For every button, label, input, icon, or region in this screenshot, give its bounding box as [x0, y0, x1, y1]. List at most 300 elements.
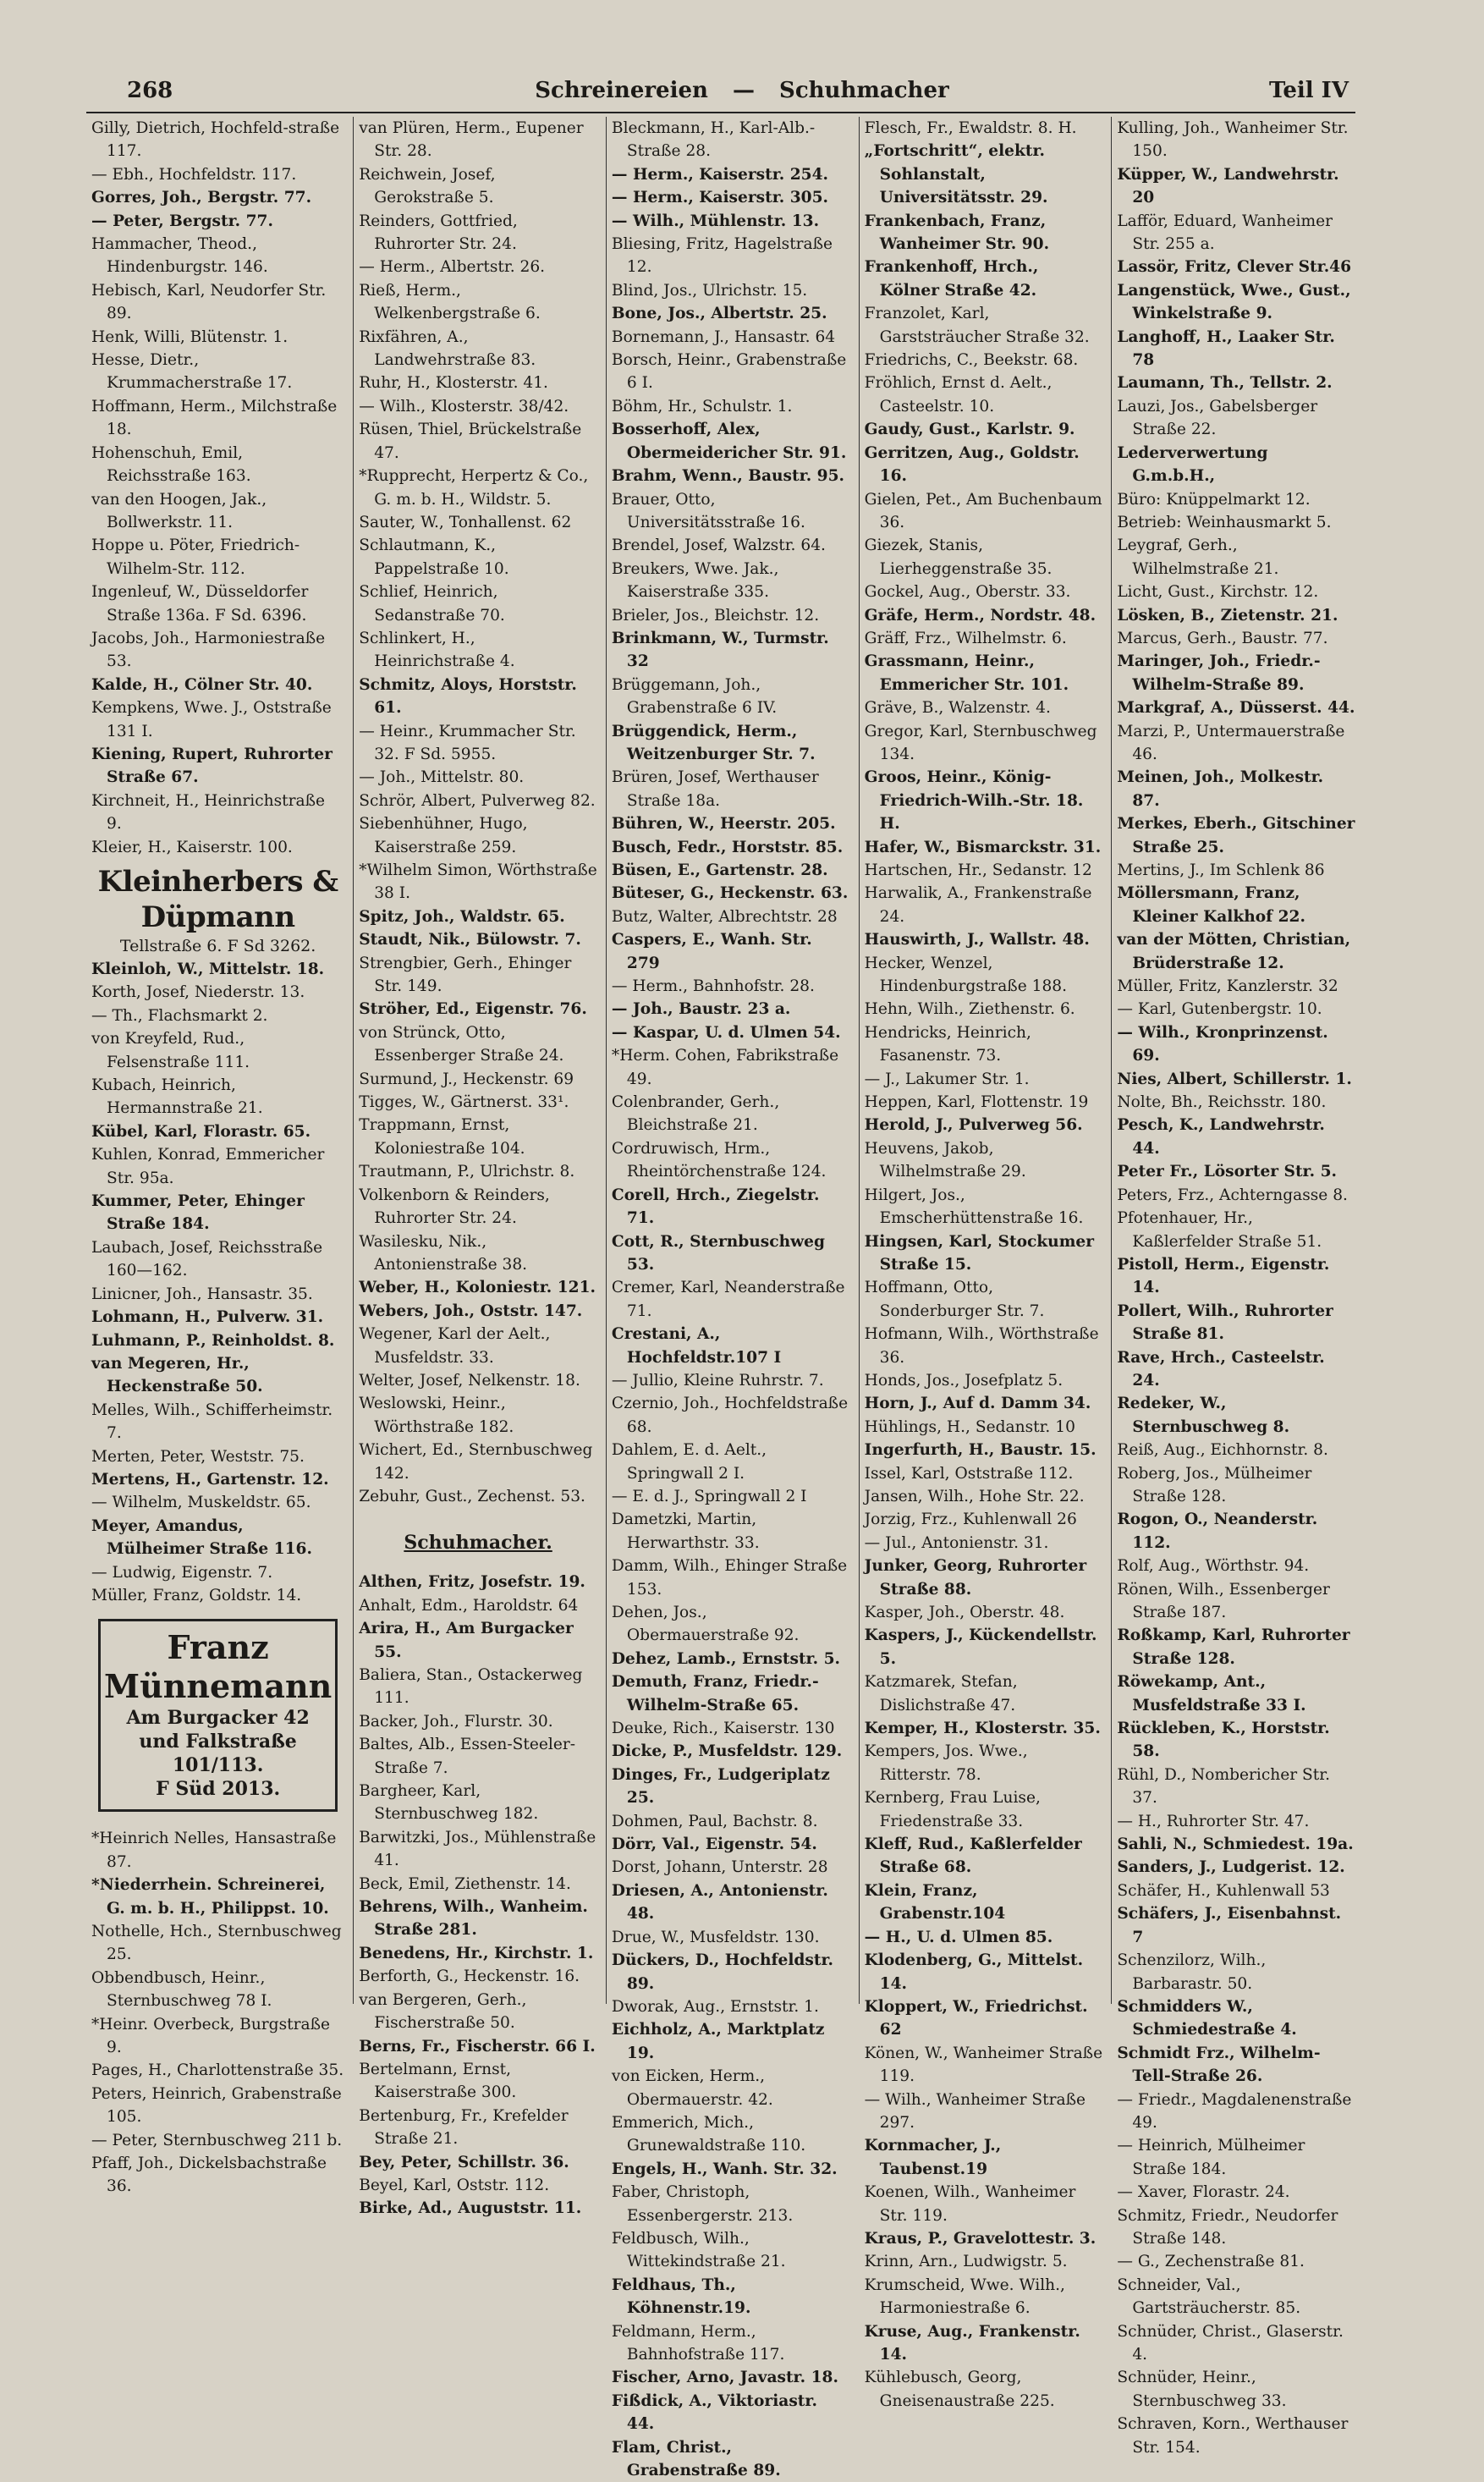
- directory-entry: Bosserhoff, Alex, Obermeidericher Str. 91.: [611, 421, 847, 462]
- directory-entry: Dorst, Johann, Unterstr. 28: [611, 1858, 828, 1877]
- directory-entry: Junker, Georg, Ruhrorter Straße 88.: [864, 1557, 1087, 1599]
- directory-entry: Büteser, G., Heckenstr. 63.: [611, 884, 849, 903]
- directory-entry: Brüggendick, Herm., Weitzenburger Str. 7.: [611, 722, 816, 763]
- directory-entry: Brieler, Jos., Bleichstr. 12.: [611, 606, 820, 625]
- directory-entry: — Peter, Sternbuschweg 211 b.: [91, 2131, 343, 2149]
- directory-entry: Dehez, Lamb., Ernststr. 5.: [611, 1649, 840, 1668]
- directory-entry: Bey, Peter, Schillstr. 36.: [359, 2153, 569, 2171]
- directory-entry: Gockel, Aug., Oberstr. 33.: [864, 583, 1071, 602]
- directory-entry: Schneider, Val., Gartsträucherstr. 85.: [1117, 2276, 1301, 2318]
- directory-entry: Rühl, D., Nombericher Str. 37.: [1117, 1765, 1331, 1808]
- directory-entry: — Heinr., Krummacher Str. 32. F Sd. 5955.: [359, 722, 576, 763]
- directory-entry: Kubach, Heinrich, Hermannstraße 21.: [91, 1076, 263, 1118]
- directory-entry: Kraus, P., Gravelottestr. 3.: [864, 2229, 1097, 2248]
- running-title-left: Schreinereien: [535, 78, 708, 103]
- directory-entry: Gielen, Pet., Am Buchenbaum 36.: [864, 490, 1102, 531]
- directory-entry: Bornemann, J., Hansastr. 64: [611, 327, 836, 346]
- directory-entry: Reiß, Aug., Eichhornstr. 8.: [1117, 1441, 1328, 1460]
- column-4: [860, 117, 1113, 2410]
- directory-entry: Brendel, Josef, Walzstr. 64.: [611, 537, 826, 555]
- directory-entry: Rolf, Aug., Wörthstr. 94.: [1117, 1557, 1310, 1576]
- directory-entry: Cremer, Karl, Neanderstraße 71.: [611, 1279, 845, 1320]
- directory-entry: Cordruwisch, Hrm., Rheintörchenstraße 124.: [611, 1139, 827, 1181]
- directory-entry: — Wilhelm, Muskeldstr. 65.: [91, 1494, 311, 1512]
- directory-entry: — Joh., Baustr. 23 a.: [611, 1000, 791, 1019]
- column-1-entries-2: [91, 958, 344, 1607]
- directory-entry: van Plüren, Herm., Eupener Str. 28.: [359, 119, 584, 161]
- ad-muennemann-line-2: und Falkstraße 101/113.: [139, 1731, 297, 1777]
- directory-entry: Meyer, Amandus, Mülheimer Straße 116.: [91, 1516, 312, 1559]
- directory-entry: Reinders, Gottfried, Ruhrorter Str. 24.: [359, 212, 518, 254]
- directory-entry: Pages, H., Charlottenstraße 35.: [91, 2061, 344, 2080]
- directory-entry: Gräff, Frz., Wilhelmstr. 6.: [864, 629, 1067, 647]
- directory-entry: Strengbier, Gerh., Ehinger Str. 149.: [359, 954, 572, 996]
- directory-entry: Volkenborn & Reinders, Ruhrorter Str. 24.: [359, 1186, 550, 1228]
- directory-entry: Rüsen, Thiel, Brückelstraße 47.: [359, 421, 582, 462]
- directory-entry: Rieß, Herm., Welkenbergstraße 6.: [359, 281, 541, 323]
- directory-entry: Driesen, A., Antonienstr. 48.: [611, 1881, 828, 1923]
- directory-entry: Dörr, Val., Eigenstr. 54.: [611, 1835, 817, 1854]
- directory-entry: Rückleben, K., Horststr. 58.: [1117, 1720, 1330, 1761]
- directory-entry: Ruhr, H., Klosterstr. 41.: [359, 374, 548, 393]
- directory-entry: Merten, Peter, Weststr. 75.: [91, 1447, 305, 1466]
- directory-entry: Demuth, Franz, Friedr.-Wilhelm-Straße 65.: [611, 1673, 819, 1714]
- column-2-entries-2: [359, 1571, 597, 2220]
- directory-entry: — Joh., Mittelstr. 80.: [359, 768, 525, 787]
- column-2: [354, 117, 607, 2218]
- directory-entry: Backer, Joh., Flurstr. 30.: [359, 1712, 553, 1731]
- directory-entry: Baliera, Stan., Ostackerweg 111.: [359, 1666, 583, 1708]
- directory-entry: Hilgert, Jos., Emscherhüttenstraße 16.: [864, 1186, 1084, 1228]
- directory-entry: Friedrichs, C., Beekstr. 68.: [864, 351, 1079, 370]
- directory-entry: Luhmann, P., Reinholdst. 8.: [91, 1331, 335, 1350]
- directory-entry: Möllersmann, Franz, Kleiner Kalkhof 22.: [1117, 884, 1305, 926]
- directory-entry: Benedens, Hr., Kirchstr. 1.: [359, 1944, 594, 1962]
- directory-entry: Langenstück, Wwe., Gust., Winkelstraße 9.: [1117, 281, 1351, 323]
- directory-entry: Bargheer, Karl, Sternbuschweg 182.: [359, 1782, 539, 1824]
- directory-entry: Reichwein, Josef, Gerokstraße 5.: [359, 165, 496, 207]
- directory-entry: Schenzilorz, Wilh., Barbarastr. 50.: [1117, 1951, 1267, 1993]
- directory-entry: Hammacher, Theod., Hindenburgstr. 146.: [91, 235, 268, 277]
- directory-entry: Müller, Fritz, Kanzlerstr. 32: [1117, 977, 1338, 996]
- directory-entry: Ströher, Ed., Eigenstr. 76.: [359, 1000, 587, 1019]
- directory-entry: Schnüder, Heinr., Sternbuschweg 33.: [1117, 2369, 1287, 2410]
- directory-entry: Flesch, Fr., Ewaldstr. 8. H.: [864, 119, 1077, 137]
- part-label: Teil IV: [1268, 78, 1349, 103]
- directory-entry: Brüren, Josef, Werthauser Straße 18a.: [611, 768, 819, 810]
- directory-entry: Pistoll, Herm., Eigenstr. 14.: [1117, 1255, 1330, 1297]
- ad-muennemann-title: Franz Münnemann: [104, 1628, 333, 1706]
- directory-entry: *Wilhelm Simon, Wörthstraße 38 I.: [359, 861, 597, 903]
- directory-entry: — Herm., Kaiserstr. 254.: [611, 165, 829, 184]
- directory-entry: Crestani, A., Hochfeldstr.107 I: [611, 1325, 782, 1367]
- directory-entry: Heuvens, Jakob, Wilhelmstraße 29.: [864, 1139, 1026, 1181]
- directory-entry: Issel, Karl, Oststraße 112.: [864, 1464, 1074, 1483]
- directory-entry: Rave, Hrch., Casteelstr. 24.: [1117, 1348, 1325, 1390]
- directory-entry: Trappmann, Ernst, Koloniestraße 104.: [359, 1116, 525, 1158]
- directory-entry: Kasper, Joh., Oberstr. 48.: [864, 1604, 1065, 1621]
- directory-entry: Fröhlich, Ernst d. Aelt., Casteelstr. 10.: [864, 374, 1053, 416]
- column-2-entries: [359, 117, 597, 1508]
- directory-entry: Kleff, Rud., Kaßlerfelder Straße 68.: [864, 1835, 1082, 1877]
- directory-entry: Cott, R., Sternbuschweg 53.: [611, 1232, 825, 1274]
- directory-entry: Althen, Fritz, Josefstr. 19.: [359, 1573, 585, 1592]
- directory-entry: *Herm. Cohen, Fabrikstraße 49.: [611, 1047, 839, 1088]
- directory-entry: Busch, Fedr., Horststr. 85.: [611, 838, 844, 856]
- directory-entry: *Niederrhein. Schreinerei, G. m. b. H., Philippst. 10.: [91, 1876, 329, 1918]
- directory-entry: von Kreyfeld, Rud., Felsenstraße 111.: [91, 1030, 250, 1071]
- directory-entry: Könen, W., Wanheimer Straße 119.: [864, 2044, 1103, 2086]
- directory-entry: Brauer, Otto, Universitätsstraße 16.: [611, 490, 805, 531]
- directory-entry: Spitz, Joh., Waldstr. 65.: [359, 907, 565, 926]
- directory-entry: Siebenhühner, Hugo, Kaiserstraße 259.: [359, 815, 528, 856]
- directory-entry: Pfaff, Joh., Dickelsbachstraße 36.: [91, 2155, 327, 2196]
- directory-entry: Dametzki, Martin, Herwarthstr. 33.: [611, 1511, 760, 1552]
- directory-entry: Dinges, Fr., Ludgeriplatz 25.: [611, 1765, 830, 1808]
- directory-entry: Kemper, H., Klosterstr. 35.: [864, 1720, 1101, 1738]
- directory-entry: *Rupprecht, Herpertz & Co., G. m. b. H., Wildstr. 5.: [359, 467, 589, 509]
- directory-entry: Anhalt, Edm., Haroldstr. 64: [359, 1596, 579, 1615]
- directory-entry: Behrens, Wilh., Wanheim. Straße 281.: [359, 1898, 588, 1940]
- directory-entry: Kempkens, Wwe. J., Oststraße 131 I.: [91, 699, 332, 740]
- directory-entry: Gilly, Dietrich, Hochfeld-straße 117.: [91, 119, 340, 161]
- directory-entry: Honds, Jos., Josefplatz 5.: [864, 1371, 1064, 1390]
- directory-entry: Pollert, Wilh., Ruhrorter Straße 81.: [1117, 1302, 1333, 1344]
- directory-entry: Schmitz, Aloys, Horststr. 61.: [359, 675, 577, 718]
- directory-entry: Hartschen, Hr., Sedanstr. 12: [864, 861, 1092, 879]
- directory-entry: Büsen, E., Gartenstr. 28.: [611, 861, 828, 879]
- directory-entry: Roßkamp, Karl, Ruhrorter Straße 128.: [1117, 1626, 1350, 1668]
- directory-entry: Wasilesku, Nik., Antonienstraße 38.: [359, 1232, 528, 1274]
- directory-entry: Schäfer, H., Kuhlenwall 53: [1117, 1881, 1330, 1900]
- column-5-entries: [1117, 117, 1355, 2459]
- directory-entry: Mertins, J., Im Schlenk 86: [1117, 861, 1325, 879]
- column-3: [607, 117, 860, 2480]
- ad-muennemann-line-3: F Süd 2013.: [156, 1778, 281, 1801]
- directory-entry: Schlief, Heinrich, Sedanstraße 70.: [359, 583, 505, 625]
- directory-entry: Schnüder, Christ., Glaserstr. 4.: [1117, 2322, 1344, 2364]
- directory-entry: Colenbrander, Gerh., Bleichstraße 21.: [611, 1093, 780, 1135]
- directory-entry: Czernio, Joh., Hochfeldstraße 68.: [611, 1395, 849, 1436]
- page-header: [0, 0, 1484, 118]
- directory-entry: — Th., Flachsmarkt 2.: [91, 1006, 268, 1025]
- directory-entry: Marcus, Gerh., Baustr. 77.: [1117, 629, 1328, 647]
- directory-entry: Schlinkert, H., Heinrichstraße 4.: [359, 629, 515, 671]
- directory-entry: Hebisch, Karl, Neudorfer Str. 89.: [91, 281, 327, 323]
- directory-entry: Faber, Christoph, Essenbergerstr. 213.: [611, 2183, 794, 2225]
- directory-entry: Lösken, B., Zietenstr. 21.: [1117, 606, 1338, 625]
- directory-entry: — Herm., Kaiserstr. 305.: [611, 189, 829, 207]
- directory-entry: Hofmann, Wilh., Wörthstraße 36.: [864, 1325, 1099, 1367]
- directory-entry: Hehn, Wilh., Ziethenstr. 6.: [864, 1000, 1075, 1019]
- ad-muennemann: [98, 1619, 338, 1812]
- directory-entry: — H., U. d. Ulmen 85.: [864, 1928, 1053, 1946]
- directory-entry: Feldhaus, Th., Köhnenstr.19.: [611, 2276, 751, 2318]
- directory-entry: Berforth, G., Heckenstr. 16.: [359, 1967, 580, 1986]
- directory-entry: Dückers, D., Hochfeldstr. 89.: [611, 1951, 834, 1993]
- directory-entry: Lauzi, Jos., Gabelsberger Straße 22.: [1117, 397, 1318, 439]
- directory-entry: Korth, Josef, Niederstr. 13.: [91, 983, 305, 1002]
- column-1-entries: [91, 117, 344, 859]
- directory-entry: Langhoff, H., Laaker Str. 78: [1117, 327, 1335, 370]
- directory-entry: — Wilh., Mühlenstr. 13.: [611, 212, 820, 230]
- directory-entry: Baltes, Alb., Essen-Steeler-Straße 7.: [359, 1736, 576, 1777]
- directory-entry: Wegener, Karl der Aelt., Musfeldstr. 33.: [359, 1325, 551, 1367]
- directory-entry: Tigges, W., Gärtnerst. 33¹.: [359, 1093, 569, 1112]
- column-1: [86, 117, 354, 2196]
- directory-entry: Birke, Ad., Auguststr. 11.: [359, 2199, 582, 2218]
- directory-entry: Katzmarek, Stefan, Dislichstraße 47.: [864, 1673, 1018, 1714]
- directory-entry: Schrör, Albert, Pulverweg 82.: [359, 791, 596, 810]
- directory-entry: Dehen, Jos., Obermauerstraße 92.: [611, 1604, 800, 1645]
- directory-entry: Schlautmann, K., Pappelstraße 10.: [359, 537, 509, 578]
- directory-entry: Hafer, W., Bismarckstr. 31.: [864, 838, 1102, 856]
- directory-entry: Hauswirth, J., Wallstr. 48.: [864, 931, 1090, 949]
- directory-entry: — E. d. J., Springwall 2 I: [611, 1487, 807, 1505]
- column-4-entries: [865, 117, 1103, 2413]
- column-1-entries-3: [91, 1827, 344, 2199]
- directory-entry: Harwalik, A., Frankenstraße 24.: [864, 884, 1092, 926]
- directory-entry: Kalde, H., Cölner Str. 40.: [91, 675, 313, 694]
- directory-entry: Bertelmann, Ernst, Kaiserstraße 300.: [359, 2060, 517, 2102]
- directory-entry: — J., Lakumer Str. 1.: [864, 1070, 1030, 1088]
- directory-entry: Weber, H., Koloniestr. 121.: [359, 1279, 596, 1297]
- directory-entry: Hesse, Dietr., Krummacherstraße 17.: [91, 351, 293, 393]
- directory-entry: Merkes, Eberh., Gitschiner Straße 25.: [1117, 815, 1355, 856]
- directory-entry: Rönen, Wilh., Essenberger Straße 187.: [1117, 1580, 1330, 1621]
- directory-entry: Feldbusch, Wilh., Wittekindstraße 21.: [611, 2229, 786, 2271]
- directory-entry: Hendricks, Heinrich, Fasanenstr. 73.: [864, 1023, 1031, 1065]
- directory-entry: Emmerich, Mich., Grunewaldstraße 110.: [611, 2113, 806, 2155]
- directory-entry: — Wilh., Wanheimer Straße 297.: [864, 2090, 1086, 2132]
- directory-entry: Webers, Joh., Oststr. 147.: [359, 1302, 583, 1320]
- directory-entry: Grassmann, Heinr., Emmericher Str. 101.: [864, 652, 1069, 694]
- directory-entry: — Wilh., Klosterstr. 38/42.: [359, 397, 569, 416]
- directory-entry: Kruse, Aug., Frankenstr. 14.: [864, 2322, 1080, 2364]
- directory-entry: Flam, Christ., Grabenstraße 89.: [611, 2438, 781, 2480]
- directory-entry: Bleckmann, H., Karl-Alb.-Straße 28.: [611, 119, 816, 161]
- directory-entry: Gräfe, Herm., Nordstr. 48.: [864, 606, 1097, 625]
- directory-entry: Horn, J., Auf d. Damm 34.: [864, 1395, 1091, 1413]
- directory-entry: *Heinr. Overbeck, Burgstraße 9.: [91, 2015, 330, 2057]
- directory-entry: Redeker, W., Sternbuschweg 8.: [1117, 1395, 1290, 1436]
- directory-entry: Schäfers, J., Eisenbahnst. 7: [1117, 1905, 1342, 1946]
- directory-entry: „Fortschritt“, elektr. Sohlanstalt, Universitätsstr. 29.: [864, 142, 1048, 207]
- directory-entry: Melles, Wilh., Schifferheimstr. 7.: [91, 1401, 333, 1443]
- directory-entry: Küpper, W., Landwehrstr. 20: [1117, 165, 1339, 207]
- directory-entry: Jacobs, Joh., Harmoniestraße 53.: [91, 629, 326, 671]
- directory-entry: Ingenleuf, W., Düsseldorfer Straße 136a. F Sd. 6396.: [91, 583, 309, 625]
- directory-entry: Brahm, Wenn., Baustr. 95.: [611, 467, 844, 486]
- directory-entry: Schmidt Frz., Wilhelm-Tell-Straße 26.: [1117, 2044, 1321, 2086]
- directory-entry: Jorzig, Frz., Kuhlenwall 26: [864, 1511, 1077, 1529]
- directory-entry: — Jullio, Kleine Ruhrstr. 7.: [611, 1371, 824, 1390]
- directory-entry: Bertenburg, Fr., Krefelder Straße 21.: [359, 2106, 569, 2149]
- directory-entry: Kornmacher, J., Taubenst.19: [864, 2137, 1002, 2178]
- directory-entry: Gregor, Karl, Sternbuschweg 134.: [864, 722, 1097, 763]
- directory-entry: Schraven, Korn., Werthauser Str. 154.: [1117, 2415, 1349, 2457]
- directory-entry: Eichholz, A., Marktplatz 19.: [611, 2021, 825, 2062]
- directory-entry: Büro: Knüppelmarkt 12.: [1117, 490, 1311, 509]
- running-title-dash: —: [732, 78, 755, 103]
- directory-entry: Klein, Franz, Grabenstr.104: [864, 1881, 1006, 1923]
- directory-entry: Lassör, Fritz, Clever Str.46: [1117, 258, 1352, 277]
- directory-entry: Caspers, E., Wanh. Str. 279: [611, 931, 812, 972]
- directory-entry: — Xaver, Florastr. 24.: [1117, 2183, 1290, 2202]
- directory-entry: Lohmann, H., Pulverw. 31.: [91, 1308, 324, 1327]
- directory-entry: Dicke, P., Musfeldstr. 129.: [611, 1742, 843, 1761]
- directory-entry: — Ludwig, Eigenstr. 7.: [91, 1563, 273, 1582]
- directory-entry: Jansen, Wilh., Hohe Str. 22.: [864, 1487, 1085, 1505]
- directory-entry: — Friedr., Magdalenenstraße 49.: [1117, 2090, 1352, 2132]
- directory-entry: Trautmann, P., Ulrichstr. 8.: [359, 1163, 575, 1181]
- directory-entry: Nothelle, Hch., Sternbuschweg 25.: [91, 1923, 342, 1964]
- directory-entry: — Karl, Gutenbergstr. 10.: [1117, 1000, 1322, 1019]
- ad-kleinherbers-title: Kleinherbers & Düpmann: [97, 865, 338, 934]
- directory-entry: Obbendbusch, Heinr., Sternbuschweg 78 I.: [91, 1968, 272, 2011]
- directory-entry: Böhm, Hr., Schulstr. 1.: [611, 397, 793, 416]
- directory-entry: Heppen, Karl, Flottenstr. 19: [864, 1093, 1089, 1112]
- directory-entry: Bühren, W., Heerstr. 205.: [611, 815, 836, 834]
- directory-entry: — Heinrich, Mülheimer Straße 184.: [1117, 2137, 1305, 2178]
- directory-entry: Peter Fr., Lösorter Str. 5.: [1117, 1163, 1338, 1181]
- directory-entry: Kübel, Karl, Florastr. 65.: [91, 1122, 311, 1141]
- directory-entry: Peters, Heinrich, Grabenstraße 105.: [91, 2084, 342, 2127]
- directory-entry: Hingsen, Karl, Stockumer Straße 15.: [864, 1232, 1094, 1274]
- directory-entry: von Strünck, Otto, Essenberger Straße 24.: [359, 1023, 564, 1065]
- directory-entry: Peters, Frz., Achterngasse 8.: [1117, 1186, 1348, 1204]
- directory-entry: Kempers, Jos. Wwe., Ritterstr. 78.: [864, 1742, 1028, 1784]
- directory-entry: — Herm., Albertstr. 26.: [359, 258, 546, 277]
- directory-entry: Markgraf, A., Düsserst. 44.: [1117, 699, 1355, 718]
- directory-entry: Frankenbach, Franz, Wanheimer Str. 90.: [864, 212, 1050, 254]
- page-number: 268: [127, 78, 173, 103]
- directory-entry: Dworak, Aug., Ernststr. 1.: [611, 1997, 819, 2016]
- directory-entry: Gorres, Joh., Bergstr. 77.: [91, 189, 312, 207]
- directory-entry: Müller, Franz, Goldstr. 14.: [91, 1586, 302, 1604]
- directory-entry: von Eicken, Herm., Obermauerstr. 42.: [611, 2067, 773, 2109]
- directory-entry: Nies, Albert, Schillerstr. 1.: [1117, 1070, 1352, 1088]
- directory-entry: Herold, J., Pulverweg 56.: [864, 1116, 1083, 1135]
- directory-entry: Pesch, K., Landwehrstr. 44.: [1117, 1116, 1325, 1158]
- directory-entry: Klodenberg, G., Mittelst. 14.: [864, 1951, 1084, 1993]
- section-heading-schuhmacher: Schuhmacher.: [404, 1532, 552, 1555]
- directory-entry: Kirchneit, H., Heinrichstraße 9.: [91, 791, 326, 834]
- directory-entry: van den Hoogen, Jak., Bollwerkstr. 11.: [91, 490, 267, 531]
- directory-entry: Bliesing, Fritz, Hagelstraße 12.: [611, 235, 833, 277]
- directory-entry: Barwitzki, Jos., Mühlenstraße 41.: [359, 1828, 596, 1870]
- ad-kleinherbers: [91, 864, 344, 958]
- directory-entry: Weslowski, Heinr., Wörthstraße 182.: [359, 1395, 514, 1436]
- directory-entry: Blind, Jos., Ulrichstr. 15.: [611, 281, 808, 300]
- directory-entry: Hohenschuh, Emil, Reichsstraße 163.: [91, 443, 251, 486]
- directory-entry: Kleinloh, W., Mittelstr. 18.: [91, 960, 325, 978]
- directory-entry: Groos, Heinr., König-Friedrich-Wilh.-Str. 18. H.: [864, 768, 1084, 834]
- directory-entry: — H., Ruhrorter Str. 47.: [1117, 1812, 1310, 1830]
- column-5: [1112, 117, 1364, 2457]
- directory-entry: Wichert, Ed., Sternbuschweg 142.: [359, 1441, 593, 1483]
- directory-columns: [86, 117, 1364, 2480]
- directory-entry: Gräve, B., Walzenstr. 4.: [864, 699, 1051, 718]
- directory-entry: Koenen, Wilh., Wanheimer Str. 119.: [864, 2183, 1076, 2225]
- directory-entry: Beyel, Karl, Oststr. 112.: [359, 2176, 550, 2194]
- directory-entry: Sauter, W., Tonhallenst. 62: [359, 513, 572, 531]
- directory-entry: Surmund, J., Heckenstr. 69: [359, 1070, 574, 1088]
- directory-entry: Maringer, Joh., Friedr.-Wilhelm-Straße 89.: [1117, 652, 1321, 694]
- directory-entry: Kernberg, Frau Luise, Friedenstraße 33.: [864, 1789, 1041, 1830]
- directory-entry: Hecker, Wenzel, Hindenburgstraße 188.: [864, 954, 1068, 996]
- directory-entry: Gaudy, Gust., Karlstr. 9.: [864, 421, 1075, 439]
- running-title: [0, 78, 1484, 103]
- directory-entry: Gerritzen, Aug., Goldstr. 16.: [864, 443, 1080, 486]
- directory-entry: Hühlings, H., Sedanstr. 10: [864, 1417, 1075, 1436]
- directory-entry: Breukers, Wwe. Jak., Kaiserstraße 335.: [611, 559, 779, 602]
- directory-entry: Kaspers, J., Kückendellstr. 5.: [864, 1626, 1097, 1668]
- directory-entry: Kulling, Joh., Wanheimer Str. 150.: [1117, 119, 1349, 161]
- directory-entry: *Heinrich Nelles, Hansastraße 87.: [91, 1830, 337, 1871]
- running-title-right: Schuhmacher: [779, 78, 949, 103]
- directory-entry: Bone, Jos., Albertstr. 25.: [611, 305, 827, 323]
- directory-entry: Arira, H., Am Burgacker 55.: [359, 1620, 574, 1661]
- directory-entry: Schmidders W., Schmiedestraße 4.: [1117, 1997, 1297, 2039]
- directory-entry: Krinn, Arn., Ludwigstr. 5.: [864, 2253, 1068, 2271]
- directory-entry: van der Mötten, Christian, Brüderstraße 12.: [1117, 931, 1351, 972]
- directory-entry: Rogon, O., Neanderstr. 112.: [1117, 1511, 1318, 1552]
- directory-entry: Fischer, Arno, Javastr. 18.: [611, 2369, 838, 2387]
- directory-entry: Dahlem, E. d. Aelt., Springwall 2 I.: [611, 1441, 767, 1483]
- directory-entry: — Kaspar, U. d. Ulmen 54.: [611, 1023, 841, 1042]
- directory-entry: Kühlebusch, Georg, Gneisenaustraße 225.: [864, 2369, 1055, 2410]
- directory-entry: Giezek, Stanis, Lierheggenstraße 35.: [864, 537, 1053, 578]
- directory-entry: Engels, H., Wanh. Str. 32.: [611, 2160, 838, 2178]
- directory-entry: Schmitz, Friedr., Neudorfer Straße 148.: [1117, 2206, 1338, 2248]
- directory-entry: Corell, Hrch., Ziegelstr. 71.: [611, 1186, 820, 1228]
- directory-entry: Franzolet, Karl, Garststräucher Straße 32.: [864, 305, 1090, 346]
- directory-entry: Feldmann, Herm., Bahnhofstraße 117.: [611, 2322, 785, 2364]
- directory-entry: Drue, W., Musfeldstr. 130.: [611, 1928, 820, 1946]
- ad-kleinherbers-address: Tellstraße 6. F Sd 3262.: [119, 937, 316, 955]
- directory-entry: Hoffmann, Otto, Sonderburger Str. 7.: [864, 1279, 1045, 1320]
- directory-entry: Staudt, Nik., Bülowstr. 7.: [359, 931, 581, 949]
- directory-entry: Nolte, Bh., Reichsstr. 180.: [1117, 1093, 1327, 1112]
- directory-entry: Meinen, Joh., Molkestr. 87.: [1117, 768, 1324, 810]
- directory-entry: Kloppert, W., Friedrichst. 62: [864, 1997, 1088, 2039]
- directory-entry: Kummer, Peter, Ehinger Straße 184.: [91, 1192, 305, 1234]
- directory-entry: Mertens, H., Gartenstr. 12.: [91, 1470, 329, 1489]
- directory-entry: Beck, Emil, Ziethenstr. 14.: [359, 1874, 571, 1893]
- directory-entry: — Jul., Antonienstr. 31.: [864, 1533, 1049, 1552]
- directory-entry: — Ebh., Hochfeldstr. 117.: [91, 165, 297, 184]
- directory-entry: Röwekamp, Ant., Musfeldstraße 33 I.: [1117, 1673, 1306, 1714]
- directory-entry: Damm, Wilh., Ehinger Straße 153.: [611, 1557, 848, 1599]
- directory-entry: Linicner, Joh., Hansastr. 35.: [91, 1285, 313, 1303]
- header-rule: [86, 112, 1355, 113]
- directory-entry: Kiening, Rupert, Ruhrorter Straße 67.: [91, 745, 333, 787]
- ad-muennemann-line-1: Am Burgacker 42: [126, 1707, 310, 1730]
- directory-entry: Fißdick, A., Viktoriastr. 44.: [611, 2391, 817, 2434]
- directory-entry: Marzi, P., Untermauerstraße 46.: [1117, 722, 1345, 763]
- directory-entry: Butz, Walter, Albrechtstr. 28: [611, 907, 838, 926]
- directory-entry: Sanders, J., Ludgerist. 12.: [1117, 1858, 1345, 1877]
- directory-entry: Betrieb: Weinhausmarkt 5.: [1117, 513, 1332, 531]
- directory-entry: Ingerfurth, H., Baustr. 15.: [864, 1441, 1097, 1460]
- directory-entry: Rixfähren, A., Landwehrstraße 83.: [359, 327, 536, 370]
- directory-entry: Sahli, N., Schmiedest. 19a.: [1117, 1835, 1354, 1854]
- directory-entry: Deuke, Rich., Kaiserstr. 130: [611, 1720, 835, 1738]
- directory-entry: Welter, Josef, Nelkenstr. 18.: [359, 1371, 580, 1390]
- directory-entry: Hoppe u. Pöter, Friedrich-Wilhelm-Str. 112.: [91, 537, 300, 578]
- directory-entry: Kuhlen, Konrad, Emmericher Str. 95a.: [91, 1146, 325, 1187]
